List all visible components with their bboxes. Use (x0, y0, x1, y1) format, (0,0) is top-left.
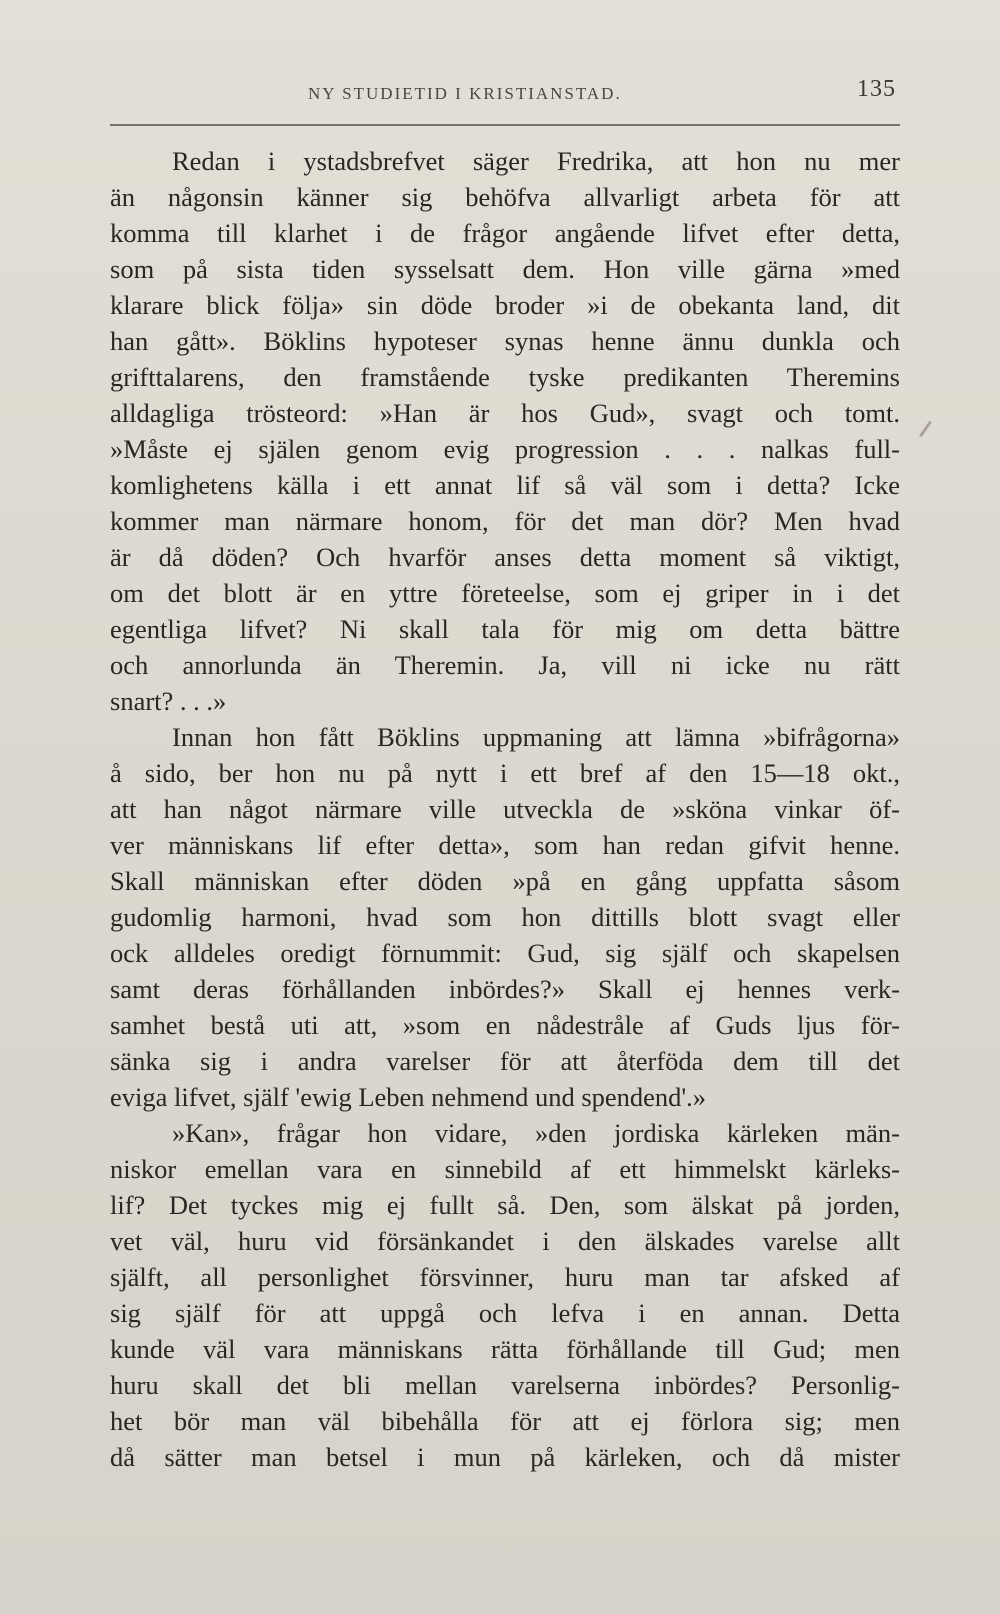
text-line: sig själf för att uppgå och lefva i en annan. Detta (110, 1298, 900, 1328)
header-rule (110, 124, 900, 126)
text-line: »Kan», frågar hon vidare, »den jordiska kärleken män- (172, 1118, 900, 1148)
pencil-mark (919, 421, 932, 437)
text-line: Redan i ystadsbrefvet säger Fredrika, att hon nu mer (172, 146, 900, 176)
text-line: komlighetens källa i ett annat lif så väl som i detta? Icke (110, 470, 900, 500)
text-line: han gått». Böklins hypoteser synas henne ännu dunkla och (110, 326, 900, 356)
text-line: att han något närmare ville utveckla de »sköna vinkar öf- (110, 794, 900, 824)
text-line: egentliga lifvet? Ni skall tala för mig om detta bättre (110, 614, 900, 644)
text-line: å sido, ber hon nu på nytt i ett bref af den 15—18 okt., (110, 758, 900, 788)
body-text (110, 143, 900, 1475)
text-line: komma till klarhet i de frågor angående lifvet efter detta, (110, 218, 900, 248)
text-line: som på sista tiden sysselsatt dem. Hon ville gärna »med (110, 254, 900, 284)
text-line: huru skall det bli mellan varelserna inbördes? Personlig- (110, 1370, 900, 1400)
text-line: än någonsin känner sig behöfva allvarligt arbeta för att (110, 182, 900, 212)
text-line: »Måste ej själen genom evig progression . . . nalkas full- (110, 434, 900, 464)
text-line: gudomlig harmoni, hvad som hon dittills blott svagt eller (110, 902, 900, 932)
text-line: klarare blick följa» sin döde broder »i de obekanta land, dit (110, 290, 900, 320)
text-line: het bör man väl bibehålla för att ej förlora sig; men (110, 1406, 900, 1436)
text-line: själft, all personlighet försvinner, huru man tar afsked af (110, 1262, 900, 1292)
text-line: snart? . . .» (110, 686, 227, 716)
running-head: NY STUDIETID I KRISTIANSTAD. (308, 84, 622, 103)
text-line: ock alldeles oredigt förnummit: Gud, sig själf och skapelsen (110, 938, 900, 968)
text-line: kommer man närmare honom, för det man dör? Men hvad (110, 506, 900, 536)
text-line: ver människans lif efter detta», som han redan gifvit henne. (110, 830, 900, 860)
text-line: och annorlunda än Theremin. Ja, vill ni icke nu rätt (110, 650, 900, 680)
text-line: niskor emellan vara en sinnebild af ett himmelskt kärleks- (110, 1154, 900, 1184)
text-line: sänka sig i andra varelser för att återföda dem till det (110, 1046, 900, 1076)
text-line: Innan hon fått Böklins uppmaning att lämna »bifrågorna» (172, 722, 900, 752)
text-line: samhet bestå uti att, »som en nådestråle af Guds ljus för- (110, 1010, 900, 1040)
page-number: 135 (857, 76, 896, 102)
page-header (110, 74, 900, 114)
text-line: då sätter man betsel i mun på kärleken, och då mister (110, 1442, 900, 1472)
text-line: eviga lifvet, själf 'ewig Leben nehmend und spendend'.» (110, 1082, 707, 1112)
text-line: är då döden? Och hvarför anses detta moment så viktigt, (110, 542, 900, 572)
text-line: samt deras förhållanden inbördes?» Skall ej hennes verk- (110, 974, 900, 1004)
text-line: lif? Det tyckes mig ej fullt så. Den, som älskat på jorden, (110, 1190, 900, 1220)
text-line: alldagliga trösteord: »Han är hos Gud», svagt och tomt. (110, 398, 900, 428)
text-line: om det blott är en yttre företeelse, som ej griper in i det (110, 578, 900, 608)
text-line: Skall människan efter döden »på en gång uppfatta såsom (110, 866, 900, 896)
text-line: kunde väl vara människans rätta förhållande till Gud; men (110, 1334, 900, 1364)
text-line: grifttalarens, den framstående tyske predikanten Theremins (110, 362, 900, 392)
text-line: vet väl, huru vid försänkandet i den älskades varelse allt (110, 1226, 900, 1256)
